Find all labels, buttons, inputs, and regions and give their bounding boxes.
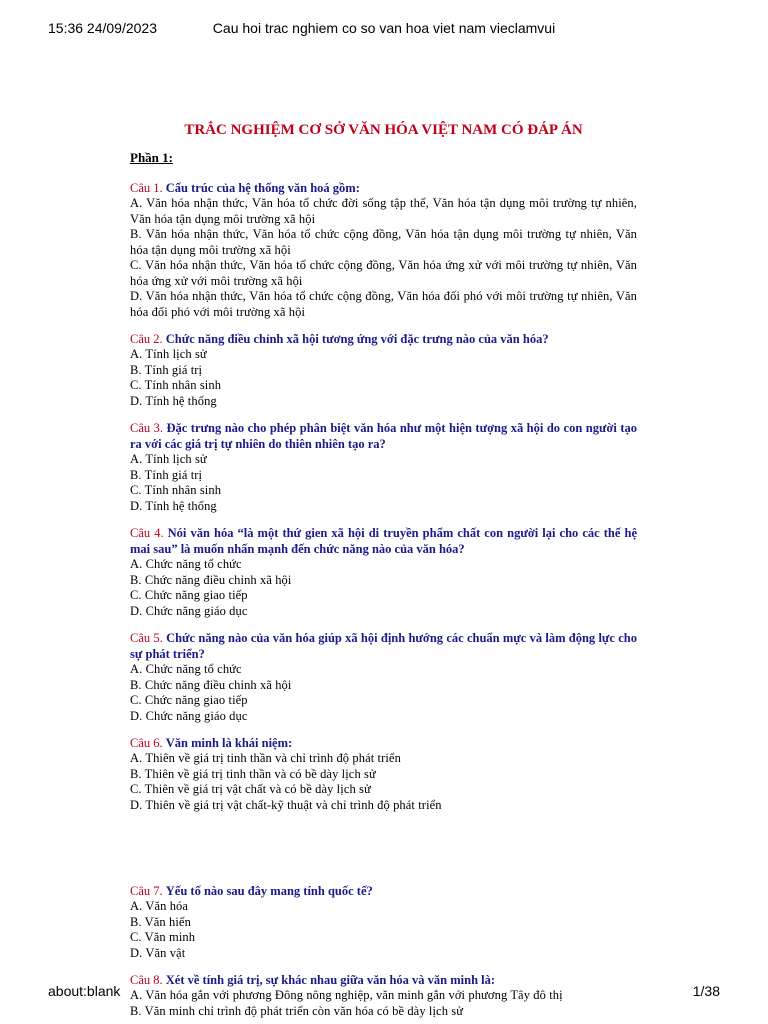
print-url: about:blank: [48, 983, 121, 999]
answer-option: D. Tính hệ thống: [130, 498, 217, 513]
answer-option: C. Tính nhân sinh: [130, 378, 222, 392]
answer-option: A. Tính lịch sử: [130, 452, 207, 466]
answer-option: B. Chức năng điều chỉnh xã hội: [130, 677, 292, 692]
answer-option: A. Văn hóa nhận thức, Văn hóa tổ chức đời sống tập thể, Văn hóa tận dụng môi trường tự nhiên, Văn hóa tận dụng môi trường xã hội: [130, 196, 637, 226]
question-7: [130, 883, 637, 961]
answer-option: B. Thiên về giá trị tinh thần và có bề dày lịch sử: [130, 766, 376, 781]
answer-option: D. Văn hóa nhận thức, Văn hóa tổ chức cộng đồng, Văn hóa đối phó với môi trường tự nhiên, Văn hóa đối phó với môi trường xã hội: [130, 289, 637, 319]
question-5: [130, 630, 637, 724]
question-number: Câu 2.: [130, 332, 163, 346]
answer-option: D. Chức năng giáo dục: [130, 603, 248, 618]
answer-option: C. Văn hóa nhận thức, Văn hóa tổ chức cộng đồng, Văn hóa ứng xử với môi trường tự nhiên, Văn hóa ứng xử với môi trường xã hội: [130, 258, 637, 288]
answer-option: A. Chức năng tổ chức: [130, 662, 242, 676]
question-stem: [130, 331, 637, 347]
question-2: [130, 331, 637, 409]
question-3: [130, 420, 637, 514]
answer-option: A. Tính lịch sử: [130, 347, 207, 361]
question-text: Cấu trúc của hệ thống văn hoá gồm:: [165, 181, 360, 195]
answer-option: C. Chức năng giao tiếp: [130, 693, 248, 707]
question-text: Nói văn hóa “là một thứ gien xã hội di truyền phẩm chất con người lại cho các thế hệ mai sau” là muốn nhấn mạnh đến chức năng nào của văn hóa?: [130, 526, 637, 556]
answer-option: A. Thiên về giá trị tinh thần và chỉ trình độ phát triển: [130, 751, 401, 765]
question-number: Câu 4.: [130, 526, 164, 540]
question-1: [130, 180, 637, 320]
question-text: Chức năng điều chỉnh xã hội tương ứng với đặc trưng nào của văn hóa?: [165, 332, 549, 346]
answer-option: D. Tính hệ thống: [130, 393, 217, 408]
question-number: Câu 3.: [130, 421, 163, 435]
print-header: [0, 20, 768, 40]
answer-option: A. Chức năng tổ chức: [130, 557, 242, 571]
answer-option: B. Văn hiến: [130, 914, 191, 929]
question-stem: [130, 735, 637, 751]
answer-option: D. Thiên về giá trị vật chất-kỹ thuật và chỉ trình độ phát triển: [130, 797, 442, 812]
answer-option: D. Văn vật: [130, 945, 186, 960]
print-datetime: 15:36 24/09/2023: [48, 20, 157, 36]
document-title: TRẮC NGHIỆM CƠ SỞ VĂN HÓA VIỆT NAM CÓ ĐÁP ÁN: [184, 122, 583, 138]
section-heading: Phần 1:: [130, 150, 173, 165]
answer-option: B. Văn hóa nhận thức, Văn hóa tổ chức cộng đồng, Văn hóa tận dụng môi trường tự nhiên, Văn hóa tận dụng môi trường xã hội: [130, 227, 637, 257]
answer-option: C. Chức năng giao tiếp: [130, 588, 248, 602]
answer-option: B. Tính giá trị: [130, 467, 203, 482]
question-number: Câu 7.: [130, 884, 163, 898]
question-number: Câu 6.: [130, 736, 163, 750]
question-text: Chức năng nào của văn hóa giúp xã hội định hướng các chuẩn mực và làm động lực cho sự phát triển?: [130, 631, 638, 661]
answer-option: B. Tính giá trị: [130, 362, 203, 377]
question-stem: [130, 420, 637, 452]
question-stem: [130, 180, 637, 196]
question-text: Yếu tố nào sau đây mang tính quốc tế?: [165, 884, 373, 898]
page-number: 1/38: [692, 983, 720, 999]
question-number: Câu 1.: [130, 181, 163, 195]
question-stem: [130, 630, 637, 662]
answer-option: B. Văn minh chỉ trình độ phát triển còn văn hóa có bề dày lịch sử: [130, 1003, 464, 1018]
answer-option: C. Văn minh: [130, 930, 196, 944]
question-stem: [130, 883, 637, 899]
answer-option: A. Văn hóa gắn với phương Đông nông nghiệp, văn minh gắn với phương Tây đô thị: [130, 988, 563, 1002]
question-stem: [130, 525, 637, 557]
question-text: Xét về tính giá trị, sự khác nhau giữa văn hóa và văn minh là:: [165, 973, 496, 987]
print-title: Cau hoi trac nghiem co so van hoa viet nam vieclamvui: [212, 20, 556, 36]
print-footer: [0, 983, 768, 1003]
question-4: [130, 525, 637, 619]
answer-option: D. Chức năng giáo dục: [130, 708, 248, 723]
answer-option: C. Thiên về giá trị vật chất và có bề dày lịch sử: [130, 782, 371, 796]
question-text: Đặc trưng nào cho phép phân biệt văn hóa như một hiện tượng xã hội do con người tạo ra với các giá trị tự nhiên do thiên nhiên tạo ra?: [130, 421, 637, 451]
question-number: Câu 8.: [130, 973, 163, 987]
answer-option: B. Chức năng điều chỉnh xã hội: [130, 572, 292, 587]
answer-option: C. Tính nhân sinh: [130, 483, 222, 497]
answer-option: A. Văn hóa: [130, 899, 189, 913]
document-body: [130, 120, 638, 1018]
question-text: Văn minh là khái niệm:: [165, 736, 293, 750]
question-number: Câu 5.: [130, 631, 163, 645]
question-6: [130, 735, 637, 813]
